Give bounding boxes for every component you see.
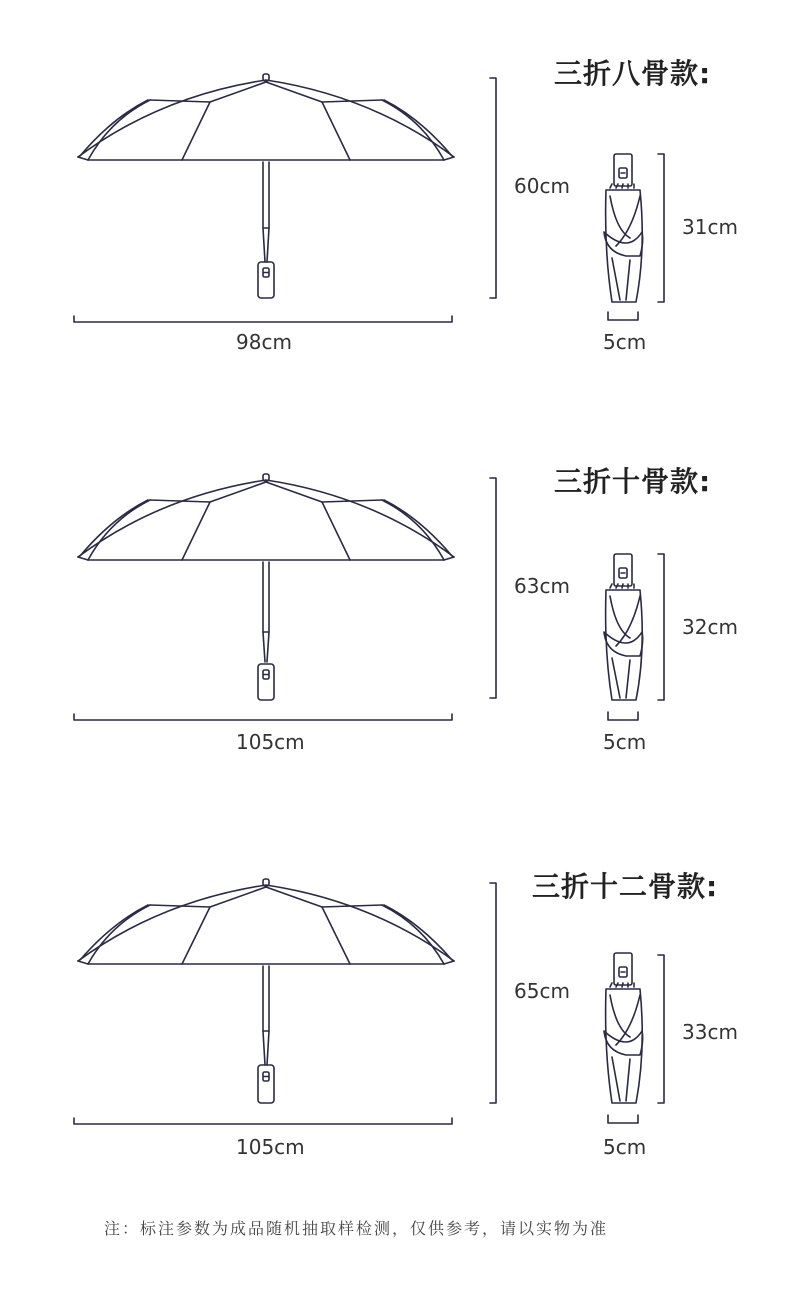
open-umbrella-canopy (78, 480, 454, 557)
folded-width-label: 5cm (603, 1135, 647, 1159)
model-section-12-ribs (0, 805, 790, 1205)
width-dimension-line (74, 316, 452, 322)
open-height-label: 63cm (514, 574, 570, 598)
folded-length-label: 33cm (682, 1020, 738, 1044)
folded-umbrella-handle (614, 953, 632, 985)
model-section-10-ribs (0, 400, 790, 800)
open-width-label: 105cm (236, 1135, 305, 1159)
open-umbrella-canopy (78, 885, 454, 961)
umbrella-diagram (0, 805, 790, 1205)
disclaimer-note: 注：标注参数为成品随机抽取样检测，仅供参考，请以实物为准 (104, 1219, 609, 1238)
folded-length-dimension-line (658, 154, 664, 302)
open-height-label: 60cm (514, 174, 570, 198)
folded-width-label: 5cm (603, 330, 647, 354)
model-title: 三折十二骨款: (532, 870, 719, 903)
open-umbrella-shaft (263, 562, 269, 662)
height-dimension-line (490, 883, 496, 1103)
open-height-label: 65cm (514, 979, 570, 1003)
open-umbrella-canopy (78, 80, 454, 157)
folded-width-dimension-line (608, 312, 638, 320)
model-title: 三折十骨款: (554, 465, 712, 498)
open-width-label: 98cm (236, 330, 292, 354)
model-section-8-ribs (0, 0, 790, 400)
umbrella-diagram (0, 400, 790, 800)
folded-width-dimension-line (608, 712, 638, 720)
width-dimension-line (74, 1118, 452, 1124)
folded-umbrella-handle (614, 554, 632, 586)
open-umbrella-shaft (263, 966, 269, 1065)
open-umbrella-handle (258, 1065, 274, 1103)
open-width-label: 105cm (236, 730, 305, 754)
folded-length-label: 31cm (682, 215, 738, 239)
height-dimension-line (490, 78, 496, 298)
open-umbrella-shaft (263, 162, 269, 262)
folded-width-label: 5cm (603, 730, 647, 754)
folded-length-label: 32cm (682, 615, 738, 639)
width-dimension-line (74, 714, 452, 720)
folded-width-dimension-line (608, 1115, 638, 1123)
folded-length-dimension-line (658, 554, 664, 700)
folded-umbrella-handle (614, 154, 632, 186)
folded-length-dimension-line (658, 955, 664, 1103)
height-dimension-line (490, 478, 496, 698)
model-title: 三折八骨款: (554, 57, 712, 90)
